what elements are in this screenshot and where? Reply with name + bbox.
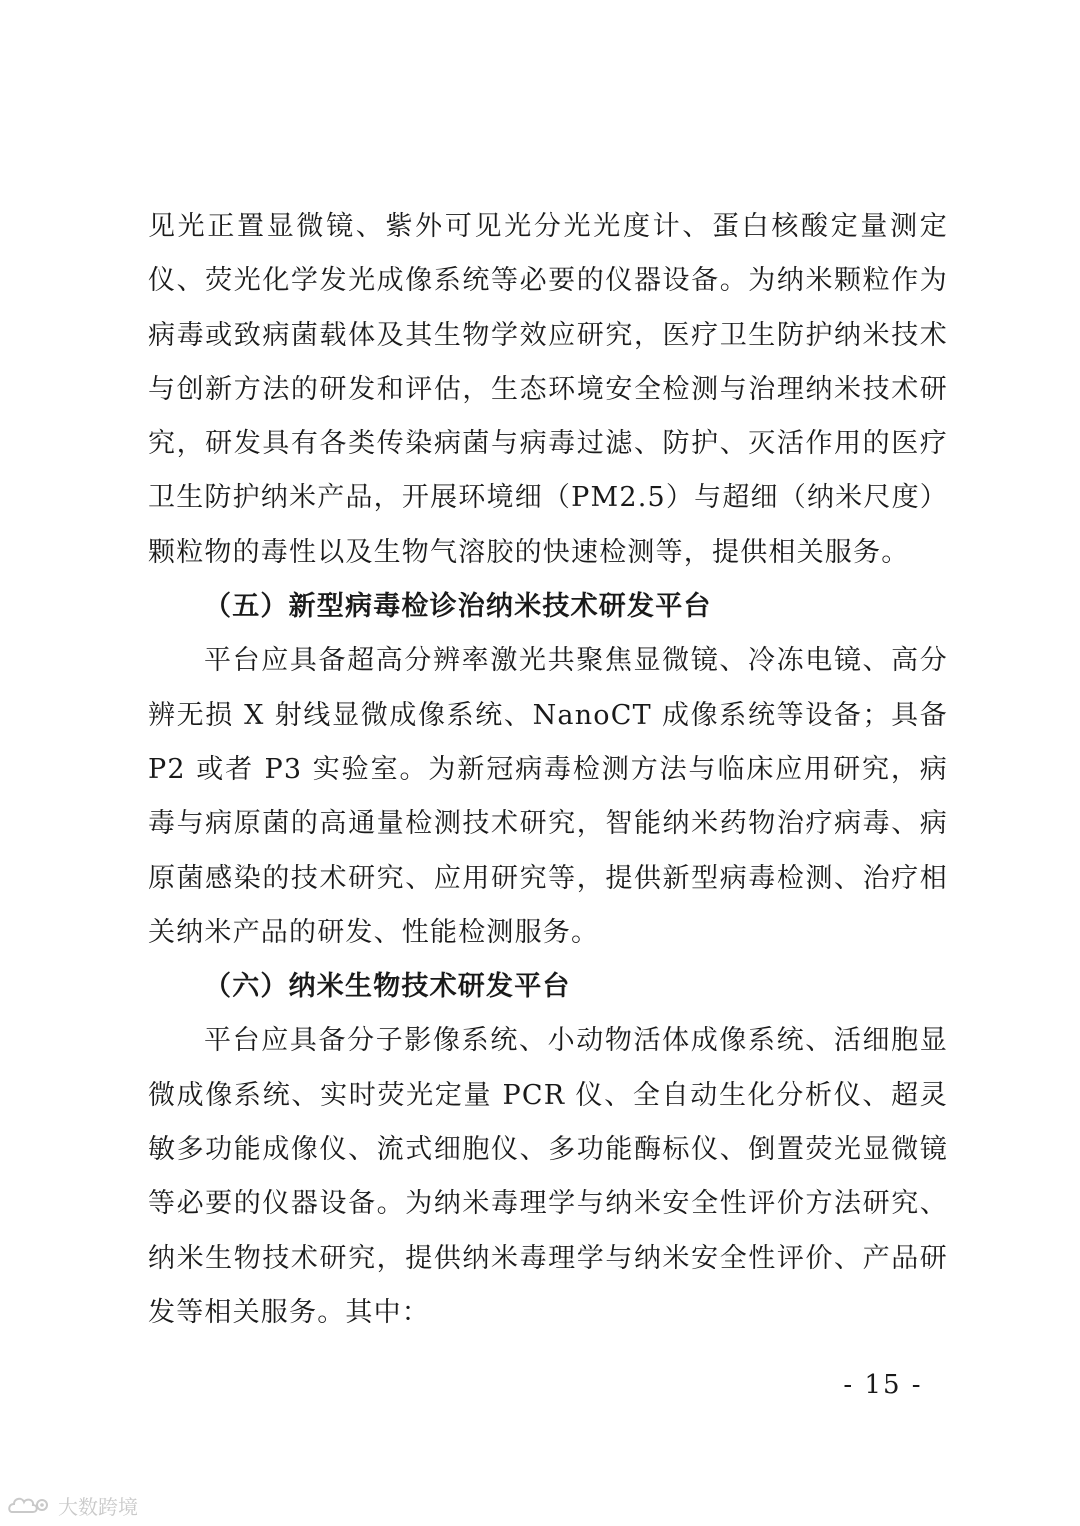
section-heading-five: （五）新型病毒检诊治纳米技术研发平台 [204,591,712,623]
watermark-text: 大数跨境 [58,1494,138,1519]
watermark [8,1490,138,1520]
cloud-logo-icon [8,1494,52,1516]
paragraph-equipment-continuation: 见光正置显微镜、紫外可见光分光光度计、蛋白核酸定量测定仪、荧光化学发光成像系统等必要的仪器设备。为纳米颗粒作为病毒或致病菌载体及其生物学效应研究，医疗卫生防护纳米技术与创新方法的研发和评估，生态环境安全检测与治理纳米技术研究，研发具有各类传染病菌与病毒过滤、防护、灭活作用的医疗卫生防护纳米产品，开展环境细（PM2.5）与超细（纳米尺度）颗粒物的毒性以及生物气溶胶的快速检测等，提供相关服务。 [148,211,948,568]
page-number: - 15 - [843,1370,923,1400]
document-body [148,200,948,1340]
section-heading-six: （六）纳米生物技术研发平台 [204,971,571,1003]
paragraph-virus-platform: 平台应具备超高分辨率激光共聚焦显微镜、冷冻电镜、高分辨无损 X 射线显微成像系统、NanoCT 成像系统等设备；具备 P2 或者 P3 实验室。为新冠病毒检测方法与临床应用研究，病毒与病原菌的高通量检测技术研究，智能纳米药物治疗病毒、病原菌感染的技术研究、应用研究等，提供新型病毒检测、治疗相关纳米产品的研发、性能检测服务。 [148,645,948,948]
paragraph-biotech-platform: 平台应具备分子影像系统、小动物活体成像系统、活细胞显微成像系统、实时荧光定量 PCR 仪、全自动生化分析仪、超灵敏多功能成像仪、流式细胞仪、多功能酶标仪、倒置荧光显微镜等必要的仪器设备。为纳米毒理学与纳米安全性评价方法研究、纳米生物技术研究，提供纳米毒理学与纳米安全性评价、产品研发等相关服务。其中： [148,1025,948,1328]
